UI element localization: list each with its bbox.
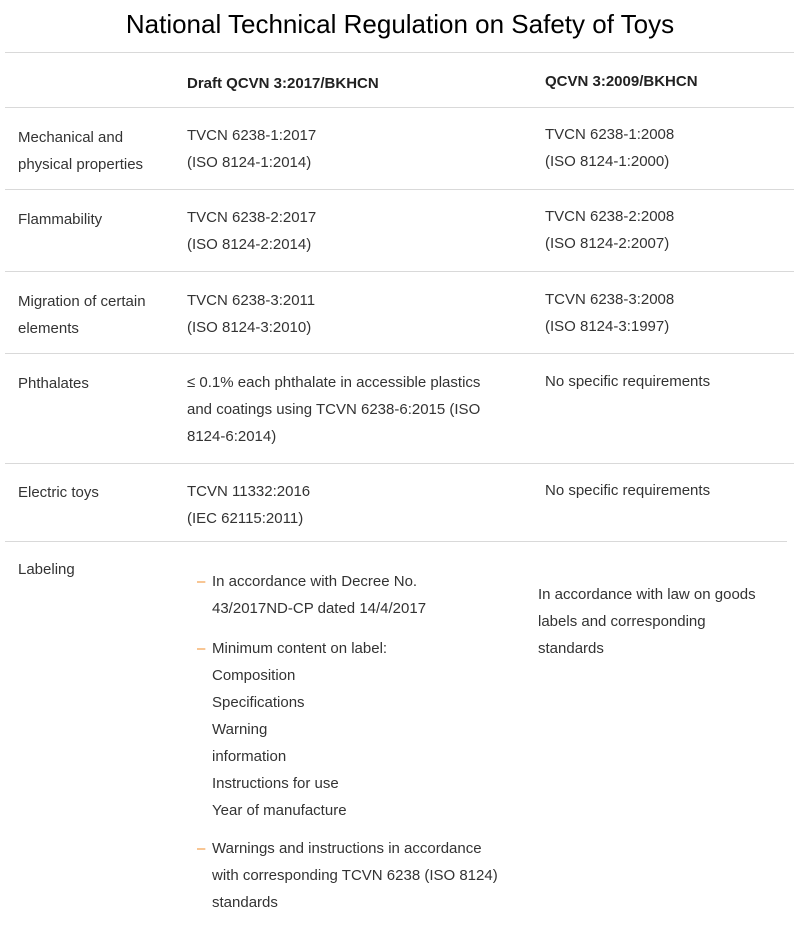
- row-draft-phthalates: ≤ 0.1% each phthalate in accessible plastics and coatings using TCVN 6238-6:2015 (ISO 8124-6:2014): [187, 374, 481, 445]
- row-label-flammability: Flammability: [18, 211, 103, 228]
- row-current-labeling: In accordance with law on goods labels and corresponding standards: [538, 586, 756, 657]
- row-label-migration: Migration of certain elements: [18, 293, 146, 337]
- labeling-item: – In accordance with Decree No. 43/2017ND-CP dated 14/4/2017: [197, 568, 517, 622]
- dash-bullet-icon: –: [197, 840, 206, 857]
- header-current: QCVN 3:2009/BKHCN: [545, 73, 698, 90]
- row-divider: [5, 463, 794, 464]
- row-divider: [5, 189, 794, 190]
- row-current-phthalates: No specific requirements: [545, 373, 711, 390]
- row-current-migration: TCVN 6238-3:2008 (ISO 8124-3:1997): [545, 291, 675, 335]
- row-divider: [5, 271, 794, 272]
- row-current-flammability: TVCN 6238-2:2008 (ISO 8124-2:2007): [545, 208, 675, 252]
- labeling-item: – Warnings and instructions in accordance with corresponding TCVN 6238 (ISO 8124) standards: [197, 835, 517, 916]
- row-current-electric-toys: No specific requirements: [545, 482, 711, 499]
- header-draft: Draft QCVN 3:2017/BKHCN: [187, 75, 379, 92]
- row-current-mechanical: TVCN 6238-1:2008 (ISO 8124-1:2000): [545, 126, 675, 170]
- row-label-phthalates: Phthalates: [18, 375, 89, 392]
- dash-bullet-icon: –: [197, 640, 206, 657]
- row-label-labeling: Labeling: [18, 561, 75, 578]
- row-divider: [5, 353, 794, 354]
- row-draft-electric-toys: TCVN 11332:2016 (IEC 62115:2011): [187, 483, 311, 527]
- row-draft-flammability: TVCN 6238-2:2017 (ISO 8124-2:2014): [187, 209, 317, 253]
- labeling-item: – Minimum content on label: Composition Specifications Warning information Instructions for use Year of manufacture: [197, 635, 517, 824]
- dash-bullet-icon: –: [197, 573, 206, 590]
- row-draft-mechanical: TVCN 6238-1:2017 (ISO 8124-1:2014): [187, 127, 317, 171]
- row-divider: [5, 107, 794, 108]
- row-divider: [5, 541, 787, 542]
- row-label-mechanical: Mechanical and physical properties: [18, 129, 144, 173]
- table-top-rule: [5, 52, 794, 53]
- row-label-electric-toys: Electric toys: [18, 484, 99, 501]
- page-title: National Technical Regulation on Safety of Toys: [125, 9, 675, 39]
- row-draft-migration: TVCN 6238-3:2011 (ISO 8124-3:2010): [187, 292, 316, 336]
